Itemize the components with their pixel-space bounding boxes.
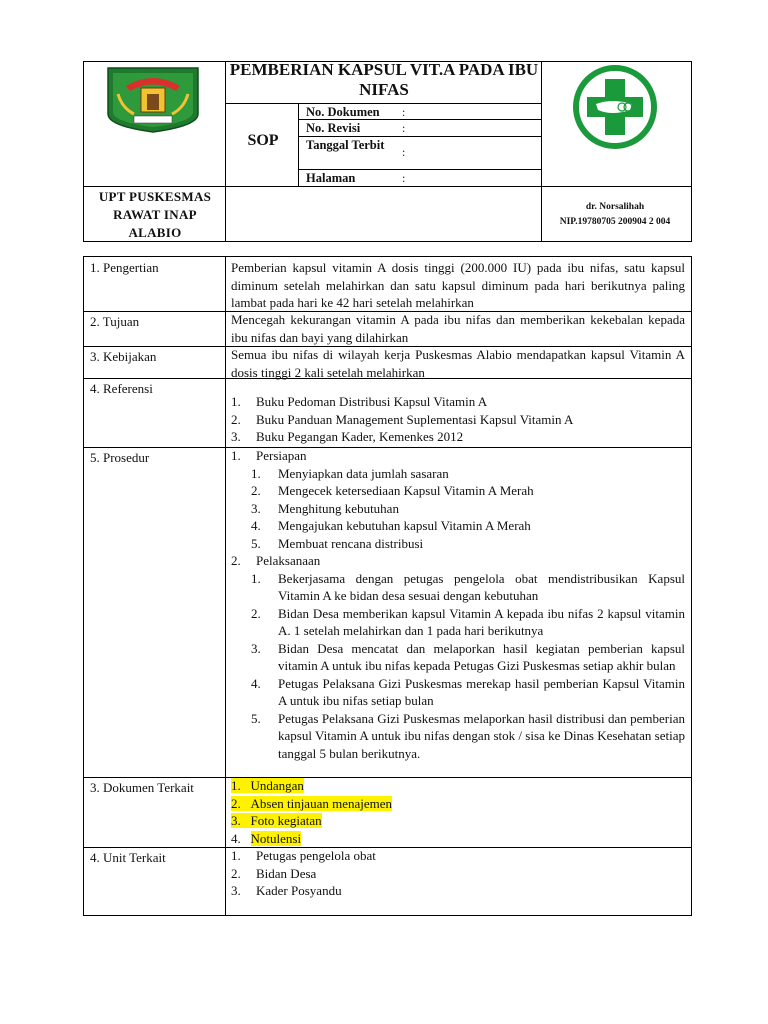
doc-field-value: : [402,145,406,159]
doc-field-label: Tanggal Terbit [306,138,385,152]
list-item: 2. Mengecek ketersediaan Kapsul Vitamin A Merah [251,483,534,498]
sop-label: SOP [247,132,279,149]
list-item: 3. Kader Posyandu [231,883,342,898]
list-item: 4. Notulensi [231,830,302,846]
unit-line: ALABIO [128,225,182,240]
section-label-tujuan: 2. Tujuan [90,314,140,329]
list-item: 1. Buku Pedoman Distribusi Kapsul Vitamin A [231,394,488,409]
list-item: 2. Bidan Desa [231,865,317,881]
signer-nip: NIP.19780705 200904 2 004 [559,217,671,227]
referensi-list [231,393,685,446]
section-label-pengertian: 1. Pengertian [90,260,159,275]
doc-field-value: : [402,105,406,119]
list-item: 4. Mengajukan kebutuhan kapsul Vitamin A Merah [251,518,531,533]
signer-name: dr. Norsalihah [585,202,645,212]
tujuan-text: Mencegah kekurangan vitamin A pada ibu nifas dan memberikan kekebalan kepada ibu nifas dan bayi yang dilahirkan [231,312,685,345]
doc-field-label: Halaman [306,171,356,185]
kebijakan-text: Semua ibu nifas di wilayah kerja Puskesmas Alabio mendapatkan kapsul Vitamin A dosis tinggi 2 kali setelah melahirkan [231,347,685,380]
list-item: 5. Petugas Pelaksana Gizi Puskesmas melaporkan hasil distribusi dan pemberian kapsul Vitamin A untuk ibu nifas dengan stok / sisa ke Dinas Kesehatan setiap tanggal 5 bulan berikutnya. [251,710,685,761]
unit-name [86,188,224,242]
unit-line: UPT PUSKESMAS [98,189,212,204]
document-title: PEMBERIAN KAPSUL VIT.A PADA IBU NIFAS [229,60,539,99]
unit-terkait-list [231,847,685,900]
list-item: 1. Menyiapkan data jumlah sasaran [251,465,449,481]
list-item: 5. Membuat rencana distribusi [251,535,424,551]
doc-field-label: No. Dokumen [306,105,380,119]
procedure-heading: 2. Pelaksanaan [231,553,321,568]
pengertian-text: Pemberian kapsul vitamin A dosis tinggi (200.000 IU) pada ibu nifas, satu kapsul diminum setelah melahirkan dan satu kapsul diminum pada hari berikutnya paling lambat pada hari ke 42 hari setelah melahirkan [231,260,685,310]
section-label-dokumen-terkait: 3. Dokumen Terkait [90,780,194,795]
section-label-unit-terkait: 4. Unit Terkait [90,850,166,865]
section-label-prosedur: 5. Prosedur [90,450,150,465]
list-item: 2. Bidan Desa memberikan kapsul Vitamin A kepada ibu nifas 2 kapsul vitamin A. 1 setelah melahirkan dan 1 pada hari berikutnya [251,605,685,638]
list-item: 4. Petugas Pelaksana Gizi Puskesmas merekap hasil pemberian Kapsul Vitamin A untuk ibu nifas setiap bulan [251,675,685,708]
dokumen-terkait-list [231,777,685,847]
regency-logo [104,64,202,134]
doc-field-value: : [402,171,406,185]
unit-line: RAWAT INAP [113,207,197,222]
doc-field-label: No. Revisi [306,121,361,135]
list-item: 1. Bekerjasama dengan petugas pengelola obat mendistribusikan Kapsul Vitamin A ke bidan desa sesuai dengan kebutuhan [251,570,685,603]
list-item: 3. Menghitung kebutuhan [251,500,399,516]
section-label-kebijakan: 3. Kebijakan [90,349,157,364]
puskesmas-logo [572,64,658,150]
list-item: 2. Buku Panduan Management Suplementasi Kapsul Vitamin A [231,411,574,427]
doc-field-value: : [402,121,406,135]
list-item: 1. Petugas pengelola obat [231,848,376,863]
prosedur-content [231,447,685,762]
signer-block [542,200,688,230]
list-item: 3. Buku Pegangan Kader, Kemenkes 2012 [231,429,464,444]
section-label-referensi: 4. Referensi [90,381,153,396]
list-item: 3. Bidan Desa mencatat dan melaporkan hasil kegiatan pemberian kapsul vitamin A untuk ibu nifas kepada Petugas Gizi Puskesmas setiap akhir bulan [251,640,685,673]
procedure-heading: 1. Persiapan [231,448,307,463]
list-item: 2. Absen tinjauan menajemen [231,795,393,811]
list-item: 3. Foto kegiatan [231,813,322,828]
list-item: 1. Undangan [231,778,304,793]
